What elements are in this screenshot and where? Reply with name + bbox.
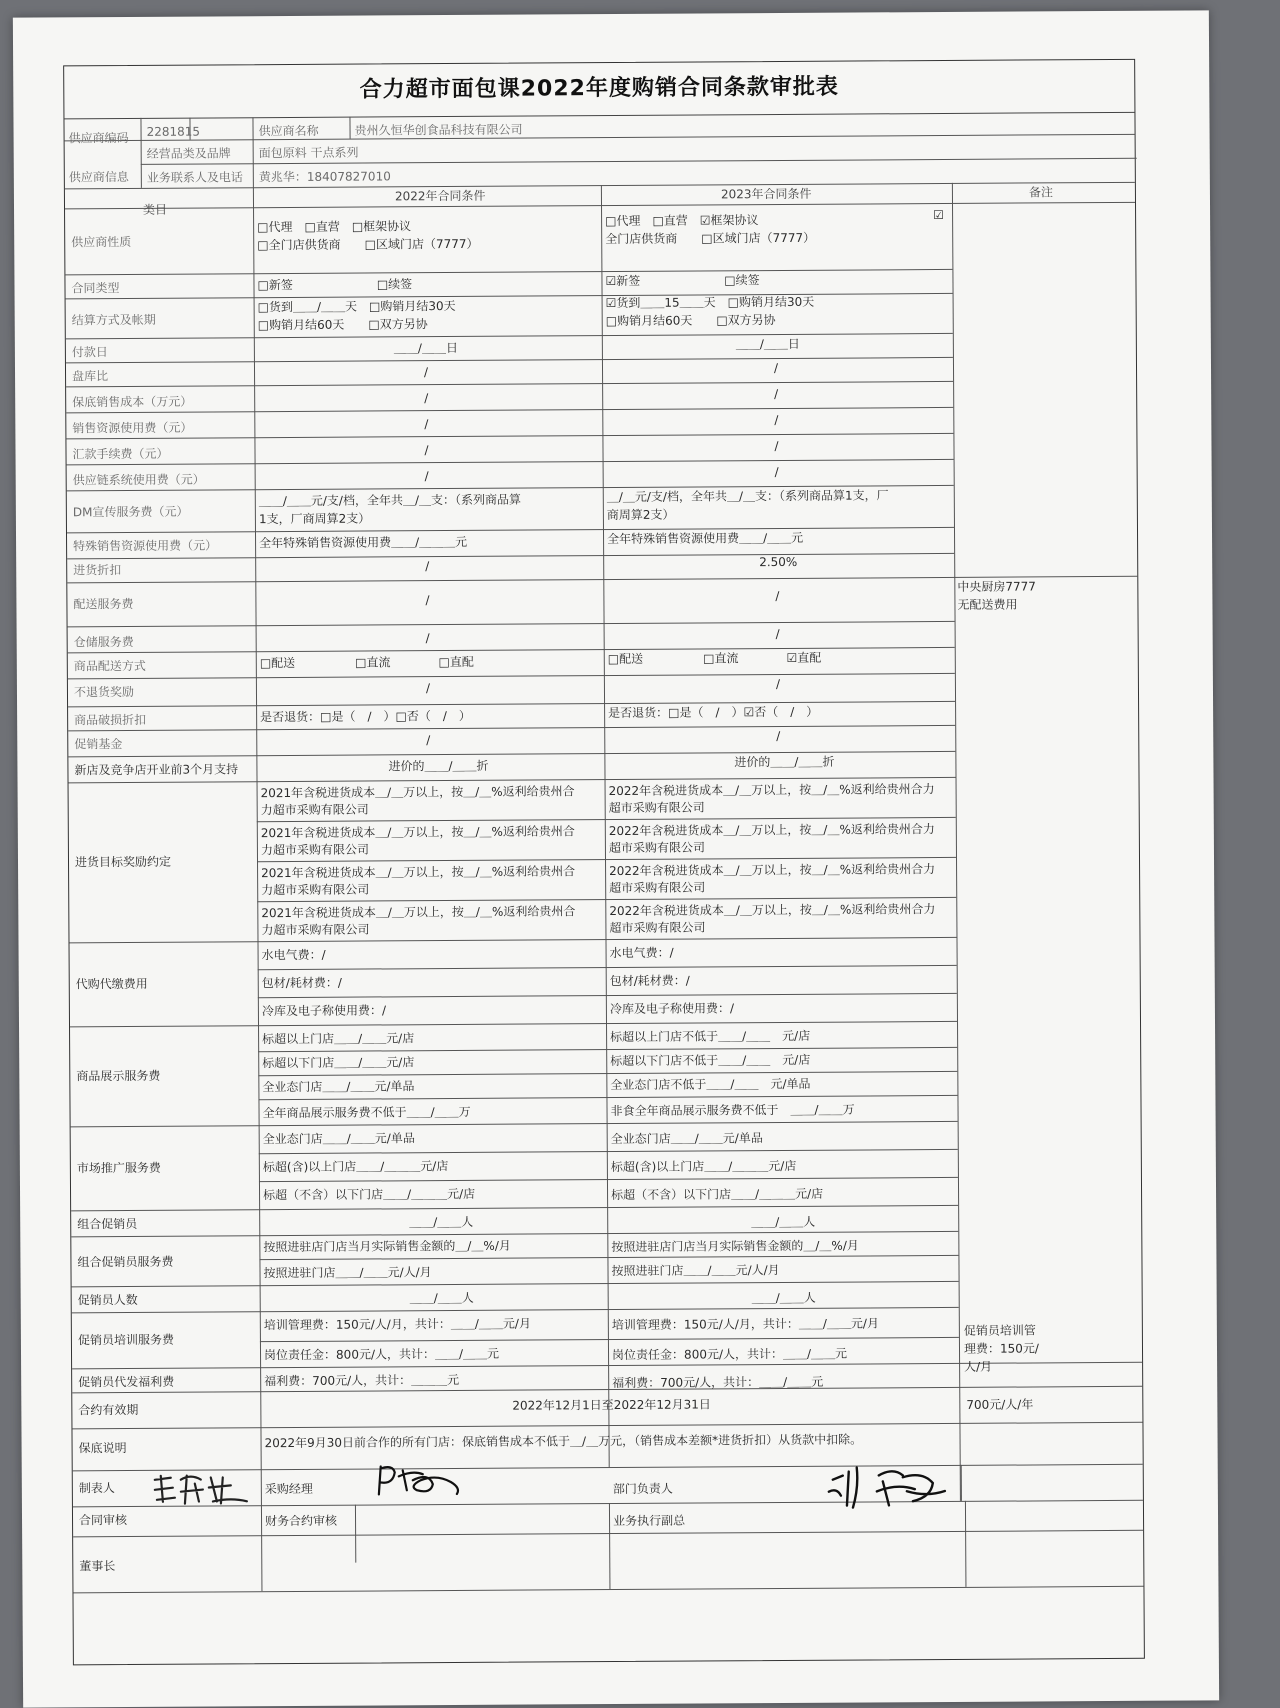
- purchase-discount-2023: 2.50%: [759, 554, 798, 570]
- training-note-3: 人/月: [964, 1359, 993, 1374]
- nature-2023-a: □代理 □直营 ☑框架协议: [605, 213, 759, 229]
- market-2022-1: 全业态门店＿＿/＿＿元/单品: [262, 1131, 415, 1147]
- market-2023-3: 标超（不含）以下门店＿＿/＿＿＿元/店: [611, 1186, 824, 1203]
- display-2022-2: 标超以下门店＿＿/＿＿元/店: [262, 1055, 415, 1071]
- target-2023-3a: 2022年含税进货成本＿/＿万以上，按＿/＿%返利给贵州合力: [609, 862, 936, 879]
- target-2022-2a: 2021年含税进货成本＿/＿万以上，按＿/＿%返利给贵州合: [260, 824, 575, 841]
- col-item: 类目: [142, 202, 168, 217]
- proxy-2022-material: 包材/耗材费：/: [261, 975, 342, 991]
- combo-fee-2022-2: 按照进驻门店＿＿/＿＿元/人/月: [263, 1265, 432, 1281]
- delivery-fee-note-2: 无配送费用: [957, 597, 1018, 612]
- display-2023-4: 非食全年商品展示服务费不低于 ＿＿/＿＿万: [610, 1102, 855, 1119]
- damage-discount-2022: 是否退货：□是（ / ）□否（ / ）: [260, 708, 471, 725]
- remit-fee-2023: /: [774, 438, 779, 454]
- row-storage-fee-label: 仓储服务费: [73, 634, 134, 650]
- training-2023-1: 培训管理费：150元/人/月，共计：＿＿/＿＿元/月: [611, 1316, 879, 1333]
- row-resource-fee-label: 销售资源使用费（元）: [72, 420, 193, 436]
- target-2023-4a: 2022年含税进货成本＿/＿万以上，按＿/＿%返利给贵州合力: [609, 902, 936, 919]
- delivery-fee-2022: /: [425, 593, 430, 608]
- promo-fund-2022: /: [426, 733, 431, 748]
- no-return-2022: /: [425, 681, 431, 696]
- row-guarantee-label: 保底说明: [78, 1441, 127, 1456]
- row-validity-label: 合约有效期: [78, 1402, 139, 1418]
- row-contract-type-label: 合同类型: [71, 281, 120, 296]
- resource-fee-2023: /: [774, 413, 779, 428]
- market-2022-2: 标超(含)以上门店＿＿/＿＿＿元/店: [262, 1159, 449, 1175]
- damage-discount-2023: 是否退货：□是（ / ）☑否（ / ）: [608, 704, 819, 721]
- row-remit-fee-label: 汇款手续费（元）: [72, 446, 169, 462]
- paper-sheet: [13, 10, 1219, 1707]
- row-welfare-label: 促销员代发福利费: [78, 1374, 175, 1390]
- target-2023-2b: 超市采购有限公司: [608, 840, 705, 856]
- target-2023-1b: 超市采购有限公司: [608, 800, 705, 816]
- training-note-2: 理费：150元/: [963, 1341, 1039, 1356]
- training-2023-2: 岗位责任金：800元/人，共计：＿＿/＿＿元: [611, 1346, 848, 1363]
- proxy-2022-utility: 水电气费：/: [261, 947, 326, 963]
- combo-2023: ＿＿/＿＿人: [751, 1214, 816, 1230]
- row-new-store-label: 新店及竞争店开业前3个月支持: [74, 762, 239, 778]
- row-count-label: 促销员人数: [77, 1292, 138, 1308]
- row-promo-fund-label: 促销基金: [74, 737, 123, 752]
- dm-fee-2022-b: 1支，厂商周算2支）: [258, 511, 371, 527]
- chairman-label: 董事长: [79, 1559, 116, 1574]
- target-2023-4b: 超市采购有限公司: [609, 920, 706, 936]
- row-delivery-fee-label: 配送服务费: [73, 596, 134, 612]
- purchase-manager-label: 采购经理: [264, 1481, 313, 1497]
- delivery-fee-note-1: 中央厨房7777: [957, 579, 1036, 594]
- row-combo-fee-label: 组合促销员服务费: [77, 1254, 174, 1270]
- display-2023-1: 标超以上门店不低于＿＿/＿＿ 元/店: [610, 1028, 811, 1045]
- target-2023-3b: 超市采购有限公司: [609, 880, 706, 896]
- vp-label: 业务执行副总: [613, 1513, 686, 1529]
- row-payment-day-label: 付款日: [71, 345, 108, 360]
- display-2022-3: 全业态门店＿＿/＿＿元/单品: [262, 1079, 415, 1095]
- supplier-code-label: 供应商编码: [68, 130, 129, 146]
- payment-day-2023: ＿＿/＿＿日: [735, 336, 800, 352]
- supplier-name-label: 供应商名称: [258, 123, 319, 139]
- target-2023-2a: 2022年含税进货成本＿/＿万以上，按＿/＿%返利给贵州合力: [608, 822, 935, 839]
- payment-day-2022: ＿＿/＿＿日: [393, 340, 458, 356]
- target-2022-1a: 2021年含税进货成本＿/＿万以上，按＿/＿%返利给贵州合: [260, 784, 575, 801]
- count-2022: ＿＿/＿＿人: [409, 1290, 474, 1306]
- inventory-2022: /: [423, 365, 429, 380]
- combo-fee-2023-1: 按照进驻店门店当月实际销售金额的＿/＿%/月: [611, 1238, 859, 1255]
- dept-head-label: 部门负责人: [612, 1481, 673, 1497]
- row-special-fee-label: 特殊销售资源使用费（元）: [73, 538, 218, 554]
- category-value: 面包原料 干点系列: [258, 145, 359, 161]
- supply-chain-fee-2023: /: [774, 464, 779, 480]
- row-market-label: 市场推广服务费: [76, 1160, 161, 1176]
- storage-fee-2023: /: [775, 626, 780, 642]
- row-settlement-label: 结算方式及帐期: [71, 312, 156, 328]
- target-2022-2b: 力超市采购有限公司: [260, 842, 369, 858]
- dm-fee-2023-a: ＿/＿元/支/档，全年共＿/＿支：（系列商品算1支，厂: [606, 488, 889, 505]
- resource-fee-2022: /: [424, 417, 429, 432]
- training-note-1: 促销员培训管: [963, 1323, 1036, 1338]
- row-proxy-label: 代购代缴费用: [75, 976, 148, 992]
- dm-fee-2022-a: ＿＿/＿＿元/支/档，全年共＿/＿支：（系列商品算: [258, 492, 522, 509]
- proxy-2023-cold: 冷库及电子称使用费：/: [609, 1001, 735, 1017]
- supplier-code: 2281815: [146, 124, 201, 139]
- training-2022-1: 培训管理费：150元/人/月，共计：＿＿/＿＿元/月: [263, 1316, 531, 1333]
- row-target-label: 进货目标奖励约定: [74, 854, 172, 870]
- target-2022-3a: 2021年含税进货成本＿/＿万以上，按＿/＿%返利给贵州合: [261, 864, 576, 881]
- settlement-2022-a: □货到＿＿/＿＿天 □购销月结30天: [257, 298, 456, 315]
- col-2023: 2023年合同条件: [720, 186, 812, 202]
- row-combo-label: 组合促销员: [77, 1216, 138, 1232]
- target-2022-1b: 力超市采购有限公司: [260, 802, 369, 818]
- col-note: 备注: [1028, 185, 1053, 200]
- min-cost-2022: /: [424, 391, 429, 406]
- maker-label: 制表人: [78, 1481, 115, 1496]
- target-2022-4b: 力超市采购有限公司: [261, 922, 370, 938]
- row-delivery-method-label: 商品配送方式: [73, 658, 146, 674]
- settlement-2022-b: □购销月结60天 □双方另协: [257, 317, 428, 333]
- dept-head-signature: [823, 1461, 953, 1514]
- purchase-discount-2022: /: [425, 559, 430, 574]
- supply-chain-fee-2022: /: [424, 469, 429, 484]
- row-damage-discount-label: 商品破损折扣: [74, 712, 147, 728]
- delivery-method-2023: □配送 □直流 ☑直配: [607, 650, 822, 667]
- settlement-2023-b: □购销月结60天 □双方另协: [605, 313, 776, 329]
- row-no-return-label: 不退货奖励: [73, 684, 135, 700]
- combo-fee-2022-1: 按照进驻店门店当月实际销售金额的＿/＿%/月: [263, 1238, 511, 1255]
- new-store-2023: 进价的＿＿/＿＿折: [734, 754, 835, 770]
- promo-fund-2023: /: [776, 728, 781, 744]
- supplier-info-label: 供应商信息: [68, 169, 129, 185]
- row-inventory-label: 盘库比: [71, 369, 109, 384]
- contract-type-2023: ☑新签 □续签: [605, 273, 760, 289]
- row-display-label: 商品展示服务费: [76, 1068, 161, 1084]
- target-2022-4a: 2021年含税进货成本＿/＿万以上，按＿/＿%返利给贵州合: [261, 904, 576, 921]
- dm-fee-2023-b: 商周算2支）: [606, 507, 675, 523]
- maker-signature: [151, 1471, 255, 1508]
- target-2022-3b: 力超市采购有限公司: [261, 882, 370, 898]
- nature-2023-b: 全门店供货商 □区域门店（7777）: [605, 230, 816, 247]
- nature-2023-checkbox: ☑: [933, 207, 944, 223]
- contract-review-label: 合同审核: [78, 1512, 128, 1528]
- new-store-2022: 进价的＿＿/＿＿折: [388, 758, 489, 774]
- welfare-note: 700元/人/年: [966, 1397, 1034, 1412]
- contact-value: 黄兆华：18407827010: [258, 169, 391, 185]
- display-2022-4: 全年商品展示服务费不低于＿＿/＿＿万: [262, 1104, 471, 1121]
- remit-fee-2022: /: [424, 443, 429, 458]
- category-label: 经营品类及品牌: [146, 146, 231, 161]
- nature-2022-a: □代理 □直营 □框架协议: [257, 219, 412, 235]
- market-2022-3: 标超（不含）以下门店＿＿/＿＿＿元/店: [263, 1186, 476, 1203]
- market-2023-2: 标超(含)以上门店＿＿/＿＿＿元/店: [610, 1158, 797, 1175]
- proxy-2023-utility: 水电气费：/: [609, 945, 674, 961]
- combo-fee-2023-2: 按照进驻门店＿＿/＿＿元/人/月: [611, 1263, 780, 1279]
- col-2022: 2022年合同条件: [394, 188, 486, 204]
- display-2023-2: 标超以下门店不低于＿＿/＿＿ 元/店: [610, 1052, 811, 1069]
- approval-form: [63, 59, 1145, 1666]
- market-2023-1: 全业态门店＿＿/＿＿元/单品: [610, 1131, 763, 1147]
- purchase-manager-signature: [373, 1460, 473, 1501]
- row-dm-fee-label: DM宣传服务费（元）: [72, 504, 189, 520]
- combo-2022: ＿＿/＿＿人: [409, 1214, 474, 1230]
- training-2022-2: 岗位责任金：800元/人，共计：＿＿/＿＿元: [263, 1346, 500, 1363]
- special-fee-2023: 全年特殊销售资源使用费＿＿/＿＿元: [607, 530, 804, 547]
- row-min-cost-label: 保底销售成本（万元）: [72, 394, 193, 410]
- special-fee-2022: 全年特殊销售资源使用费＿＿/＿＿＿元: [259, 534, 468, 551]
- welfare-2022: 福利费：700元/人，共计：＿＿＿元: [264, 1372, 460, 1389]
- contact-label: 业务联系人及电话: [146, 170, 243, 185]
- row-training-label: 促销员培训服务费: [77, 1332, 174, 1348]
- no-return-2023: /: [775, 676, 781, 692]
- settlement-2023-a: ☑货到＿＿15＿＿天 □购销月结30天: [605, 294, 815, 311]
- inventory-2023: /: [773, 361, 779, 376]
- form-title: 合力超市面包课2022年度购销合同条款审批表: [64, 60, 1134, 120]
- nature-2022-b: □全门店供货商 □区域门店（7777）: [257, 236, 479, 253]
- min-cost-2023: /: [774, 387, 779, 402]
- row-nature-label: 供应商性质: [71, 234, 132, 250]
- proxy-2023-material: 包材/耗材费：/: [609, 973, 690, 989]
- row-supply-chain-fee-label: 供应链系统使用费（元）: [72, 472, 205, 488]
- validity-value: 2022年12月1日至2022年12月31日: [512, 1397, 711, 1413]
- guarantee-value: 2022年9月30日前合作的所有门店：保底销售成本不低于＿/＿万元，（销售成本差额*进货折扣）从货款中扣除。: [264, 1432, 863, 1451]
- welfare-2023: 福利费：700元/人，共计：＿＿/＿＿元: [612, 1374, 824, 1391]
- delivery-fee-2023: /: [775, 588, 780, 604]
- display-2023-3: 全业态门店不低于＿＿/＿＿ 元/单品: [610, 1076, 811, 1093]
- delivery-method-2022: □配送 □直流 □直配: [259, 654, 474, 671]
- supplier-name: 贵州久恒华创食品科技有限公司: [354, 122, 523, 138]
- proxy-2022-cold: 冷库及电子称使用费：/: [261, 1003, 387, 1019]
- display-2022-1: 标超以上门店＿＿/＿＿元/店: [262, 1031, 415, 1047]
- finance-review-label: 财务合约审核: [264, 1513, 338, 1529]
- contract-type-2022: □新签 □续签: [257, 277, 413, 293]
- count-2023: ＿＿/＿＿人: [751, 1290, 816, 1306]
- target-2023-1a: 2022年含税进货成本＿/＿万以上，按＿/＿%返利给贵州合力: [608, 782, 935, 799]
- storage-fee-2022: /: [425, 631, 430, 646]
- row-purchase-discount-label: 进货折扣: [73, 563, 122, 578]
